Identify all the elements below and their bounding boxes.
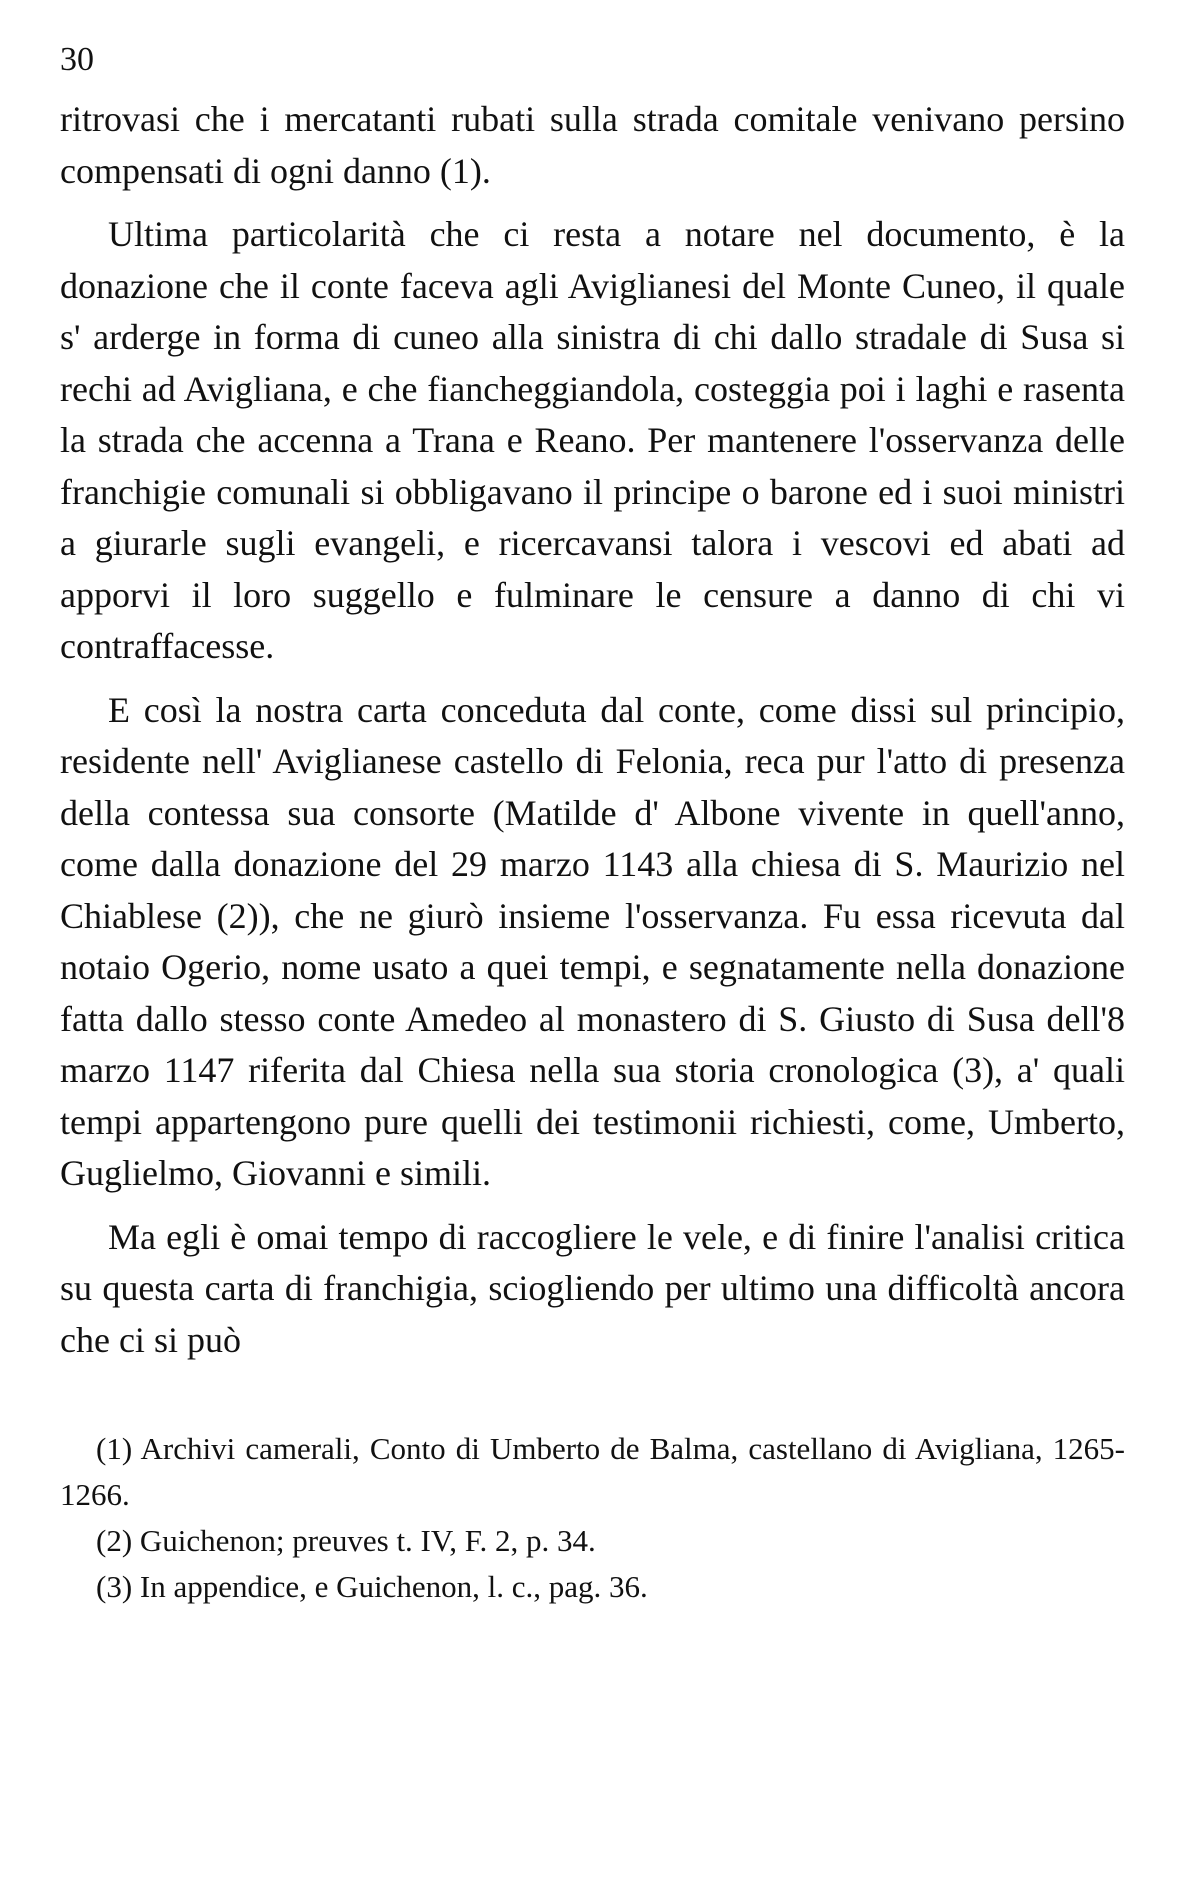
paragraph-continuation: ritrovasi che i mercatanti rubati sulla strada comitale venivano persino compensati di ogni danno (1).	[60, 99, 1125, 191]
footnotes	[60, 1426, 1125, 1610]
footnote	[60, 1564, 1125, 1610]
footnote-text: In appendice, e Guichenon, l. c., pag. 36.	[139, 1569, 648, 1604]
paragraph: Ultima particolarità che ci resta a notare nel documento, è la donazione che il conte faceva agli Aviglianesi del Monte Cuneo, il quale s' arderge in forma di cuneo alla sinistra di chi dallo stradale di Susa si rechi ad Avigliana, e che fiancheggiandola, costeggia poi i laghi e rasenta la strada che accenna a Trana e Reano. Per mantenere l'osservanza delle franchigie comunali si obbligavano il principe o barone ed i suoi ministri a giurarle sugli evangeli, e ricercavansi talora i vescovi ed abati ad apporvi il loro suggello e fulminare le censure a danno di chi vi contraffacesse.	[60, 214, 1125, 666]
paragraph: E così la nostra carta conceduta dal conte, come dissi sul principio, residente nell' Aviglianese castello di Felonia, reca pur l'atto di presenza della contessa sua consorte (Matilde d' Albone vivente in quell'anno, come dalla donazione del 29 marzo 1143 alla chiesa di S. Maurizio nel Chiablese (2)), che ne giurò insieme l'osservanza. Fu essa ricevuta dal notaio Ogerio, nome usato a quei tempi, e segnatamente nella donazione fatta dallo stesso conte Amedeo al monastero di S. Giusto di Susa dell'8 marzo 1147 riferita dal Chiesa nella sua storia cronologica (3), a' quali tempi appartengono pure quelli dei testimonii richiesti, come, Umberto, Guglielmo, Giovanni e simili.	[60, 689, 1125, 1193]
footnote-mark: (2)	[96, 1523, 133, 1558]
footnote-mark: (3)	[96, 1569, 133, 1604]
footnote-text: Guichenon; preuves t. IV, F. 2, p. 34.	[139, 1523, 596, 1558]
page-number: 30	[60, 41, 94, 78]
footnote	[60, 1426, 1125, 1518]
footnote-mark: (1)	[96, 1431, 133, 1466]
footnote-separator	[60, 1378, 1125, 1426]
paragraph: Ma egli è omai tempo di raccogliere le vele, e di finire l'analisi critica su questa carta di franchigia, sciogliendo per ultimo una difficoltà ancora che ci si può	[60, 1216, 1125, 1360]
body-text	[60, 94, 1125, 1366]
page	[60, 40, 1125, 1880]
footnote-text: Archivi camerali, Conto di Umberto de Balma, castellano di Avigliana, 1265-1266.	[60, 1431, 1126, 1512]
footnote	[60, 1518, 1125, 1564]
